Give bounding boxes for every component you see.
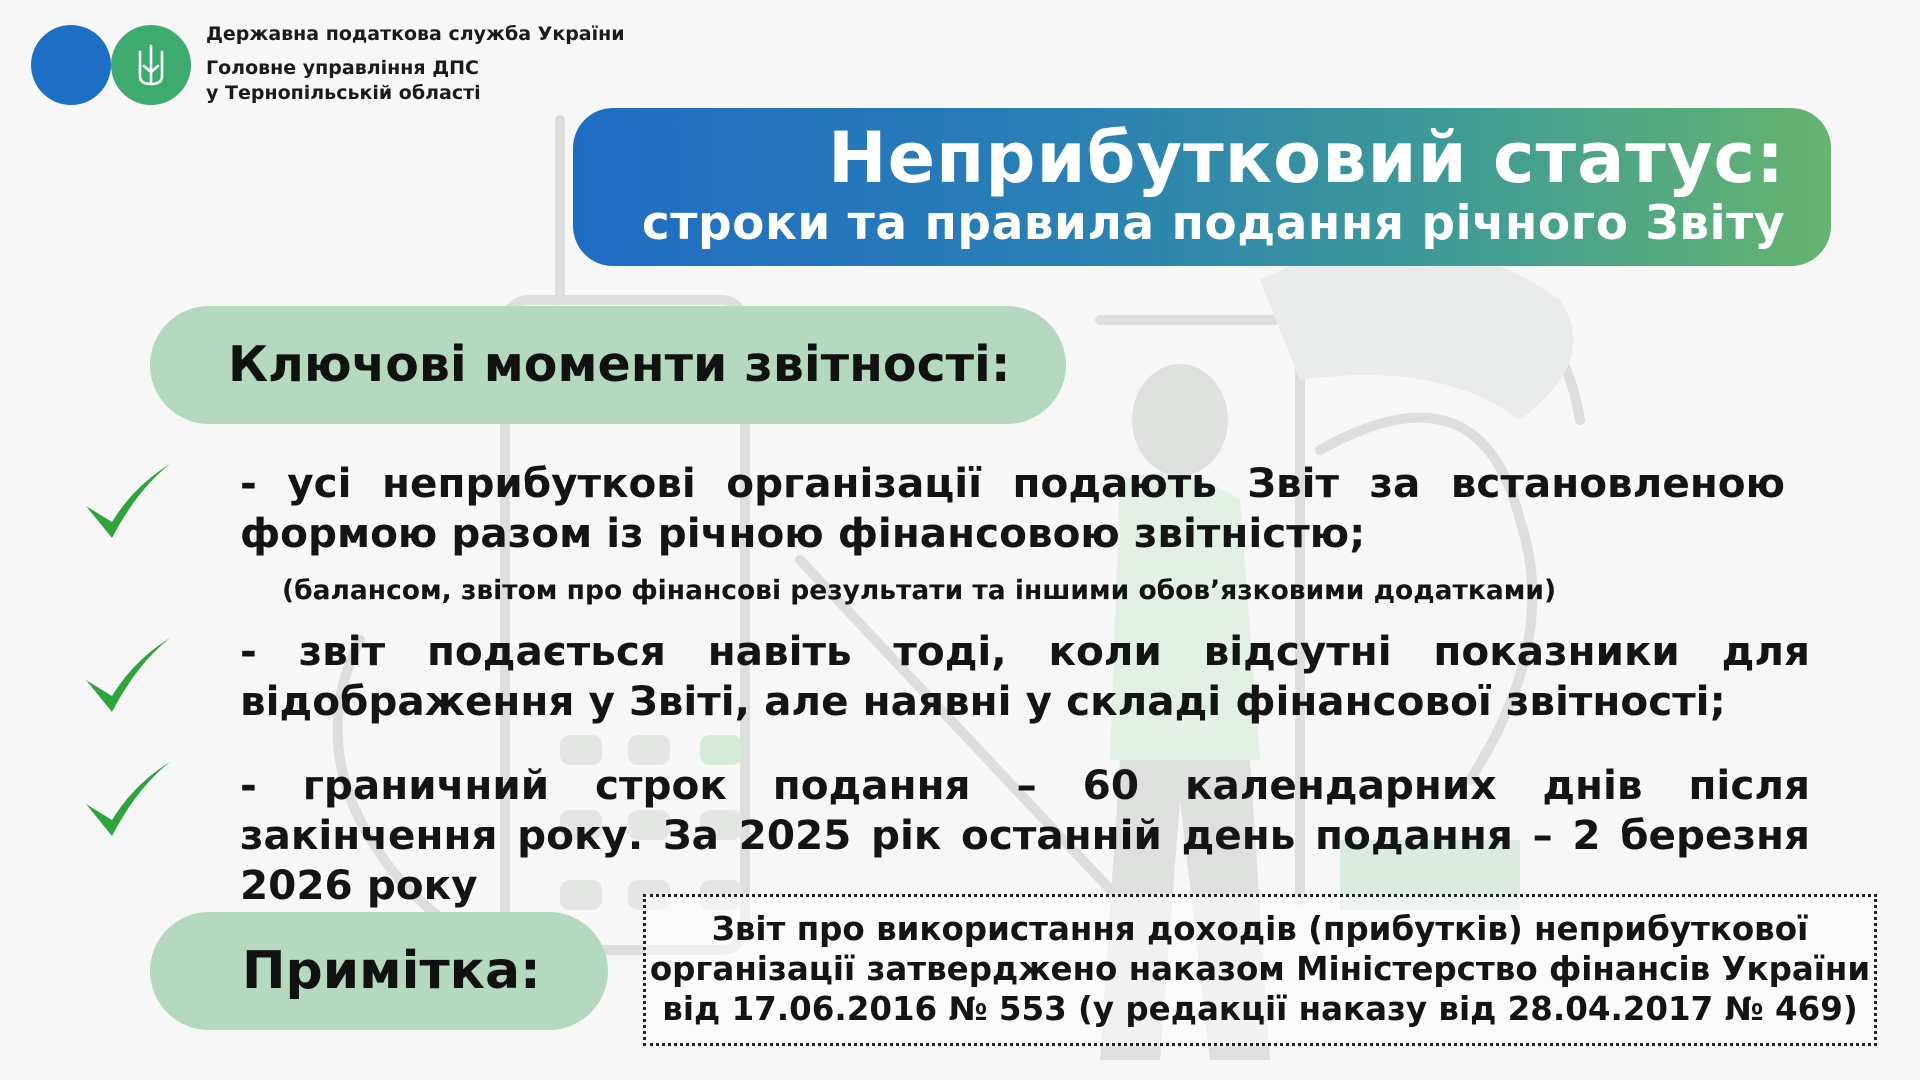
page-title: Неприбутковий статус: [827,117,1785,199]
key-point-1: - усі неприбуткові організації подають Звіт за встановленою формою разом із річною фінансовою звітністю; [240,459,1785,557]
organization-name [206,22,625,106]
green-checkmark-icon [82,758,174,842]
note-label: Примітка: [150,912,608,1030]
org-line-1: Державна податкова служба України [206,23,625,45]
org-line-2: Головне управління ДПС [206,57,480,79]
title-banner [573,108,1831,266]
org-line-3: у Тернопільській області [206,82,481,104]
note-text: Звіт про використання доходів (прибутків) неприбуткової організації затверджено наказом Міністерство фінансів України від 17.06.2016 № 553 (у редакції наказу від 28.04.2017 № 469) [643,894,1877,1046]
green-checkmark-icon [82,634,174,718]
blue-circle-icon [31,25,111,105]
key-point-2: - звіт подається навіть тоді, коли відсутні показники для відображення у Звіті, але наявні у складі фінансової звітності; [240,627,1810,725]
page-subtitle: строки та правила подання річного Звіту [641,196,1785,251]
dps-logo [30,24,192,106]
key-point-3: - граничний строк подання – 60 календарних днів після закінчення року. За 2025 рік останній день подання – 2 березня 2026 року [240,761,1810,909]
key-point-1-note: (балансом, звітом про фінансові результати та іншими обов’язковими додатками) [282,575,1557,606]
green-checkmark-icon [82,460,174,544]
key-points-heading: Ключові моменти звітності: [150,306,1066,424]
